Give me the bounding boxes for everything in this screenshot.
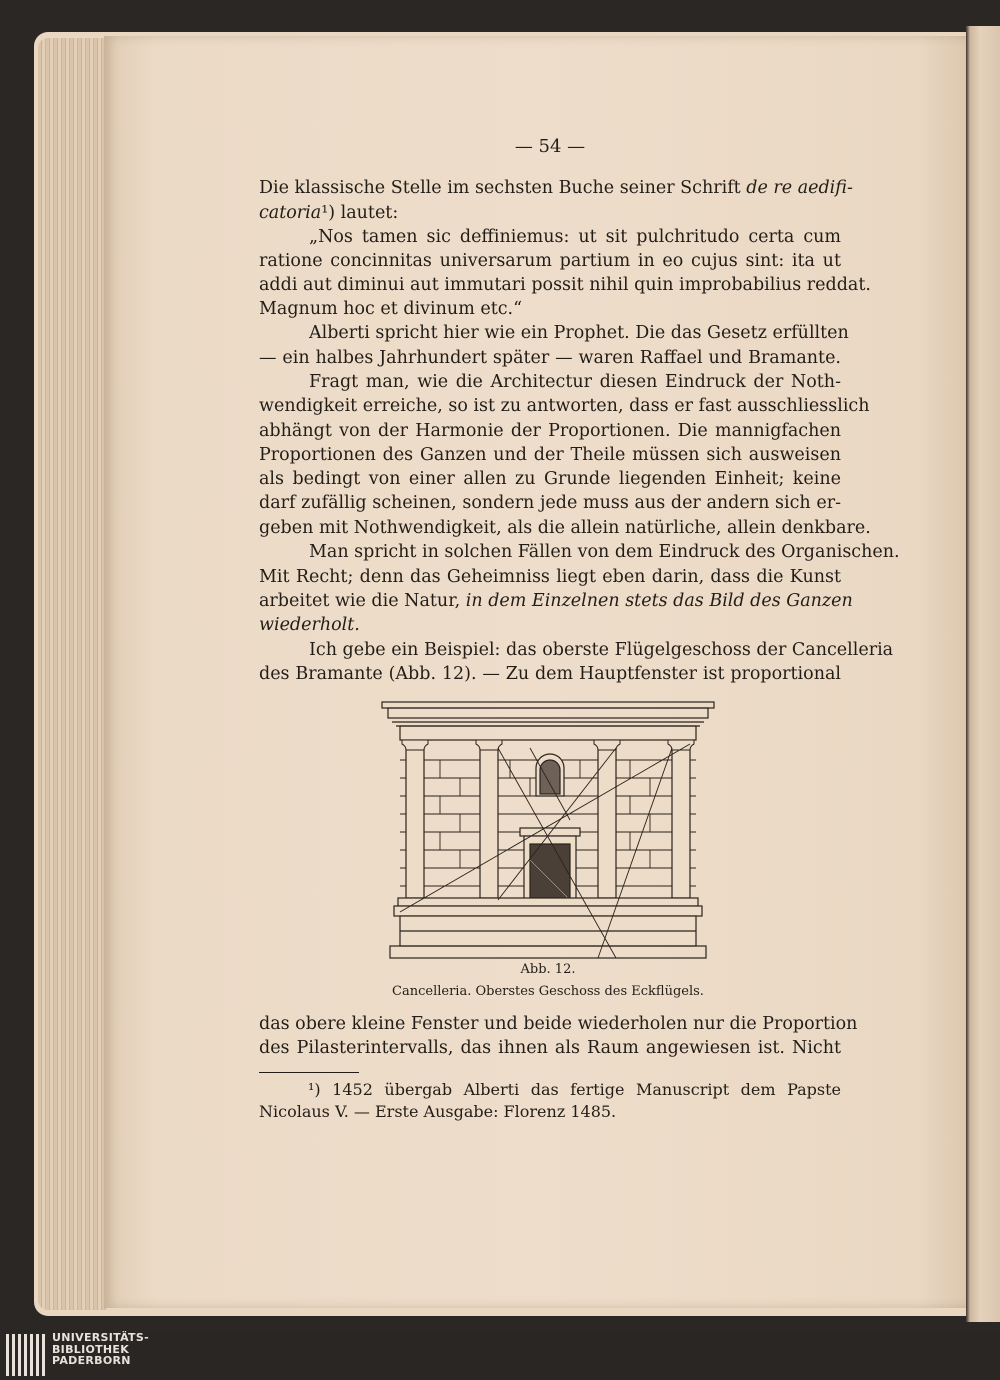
- body-line: Mit Recht; denn das Geheimniss liegt eben darin, dass die Kunst: [259, 567, 841, 587]
- body-line: das obere kleine Fenster und beide wiederholen nur die Proportion: [259, 1014, 858, 1034]
- body-line: „Nos tamen sic deffiniemus: ut sit pulchritudo certa cum: [309, 227, 841, 247]
- body-line: Fragt man, wie die Architectur diesen Eindruck der Noth-: [309, 372, 841, 392]
- figure-number: Abb. 12.: [520, 962, 576, 977]
- body-line: des Pilasterintervalls, das ihnen als Raum angewiesen ist. Nicht: [259, 1038, 841, 1058]
- frieze: [400, 726, 696, 740]
- footnote-line: Nicolaus V. — Erste Ausgabe: Florenz 1485.: [259, 1102, 617, 1121]
- body-line: als bedingt von einer allen zu Grunde liegenden Einheit; keine: [259, 469, 841, 489]
- body-line: Proportionen des Ganzen und der Theile müssen sich ausweisen: [259, 445, 841, 465]
- body-line: Ich gebe ein Beispiel: das oberste Flügelgeschoss der Cancelleria: [309, 640, 894, 660]
- cancelleria-facade-illustration: [380, 700, 716, 962]
- body-line: wiederholt.: [259, 615, 360, 635]
- body-line: Magnum hoc et divinum etc.“: [259, 299, 523, 319]
- body-line: wendigkeit erreiche, so ist zu antworten, dass er fast ausschliesslich: [259, 396, 870, 416]
- body-line: addi aut diminui aut immutari possit nihil quin improbabilius reddat.: [259, 275, 871, 295]
- cornice-top: [382, 702, 714, 708]
- page-number: — 54 —: [514, 136, 586, 157]
- body-line: — ein halbes Jahrhundert später — waren Raffael und Bramante.: [259, 348, 841, 368]
- body-line: des Bramante (Abb. 12). — Zu dem Hauptfenster ist proportional: [259, 664, 841, 684]
- body-line: ratione concinnitas universarum partium in eo cujus sint: ita ut: [259, 251, 841, 271]
- body-line: Die klassische Stelle im sechsten Buche seiner Schrift de re aedifi-: [259, 178, 853, 198]
- body-line: geben mit Nothwendigkeit, als die allein natürliche, allein denkbare.: [259, 518, 871, 538]
- capitals: [402, 740, 694, 750]
- body-line: abhängt von der Harmonie der Proportionen. Die mannigfachen: [259, 421, 841, 441]
- page-edges: [38, 38, 106, 1310]
- footnote-rule: [259, 1072, 359, 1073]
- figure-caption: Cancelleria. Oberstes Geschoss des Eckflügels.: [392, 984, 704, 999]
- body-line: arbeitet wie die Natur, in dem Einzelnen stets das Bild des Ganzen: [259, 591, 853, 611]
- cornice-band: [388, 708, 708, 718]
- next-page-edge: [966, 26, 1000, 1322]
- upper-window: [536, 754, 564, 796]
- body-line: catoria¹) lautet:: [259, 203, 399, 223]
- library-logo-icon: [6, 1334, 46, 1376]
- footnote-line: ¹) 1452 übergab Alberti das fertige Manuscript dem Papste: [308, 1080, 841, 1099]
- library-logo-text: UNIVERSITÄTS- BIBLIOTHEK PADERBORN: [52, 1331, 149, 1367]
- body-line: Man spricht in solchen Fällen von dem Eindruck des Organischen.: [309, 542, 900, 562]
- body-line: Alberti spricht hier wie ein Prophet. Die das Gesetz erfüllten: [309, 323, 849, 343]
- body-line: darf zufällig scheinen, sondern jede muss aus der andern sich er-: [259, 493, 841, 513]
- library-footer: [0, 1330, 1000, 1380]
